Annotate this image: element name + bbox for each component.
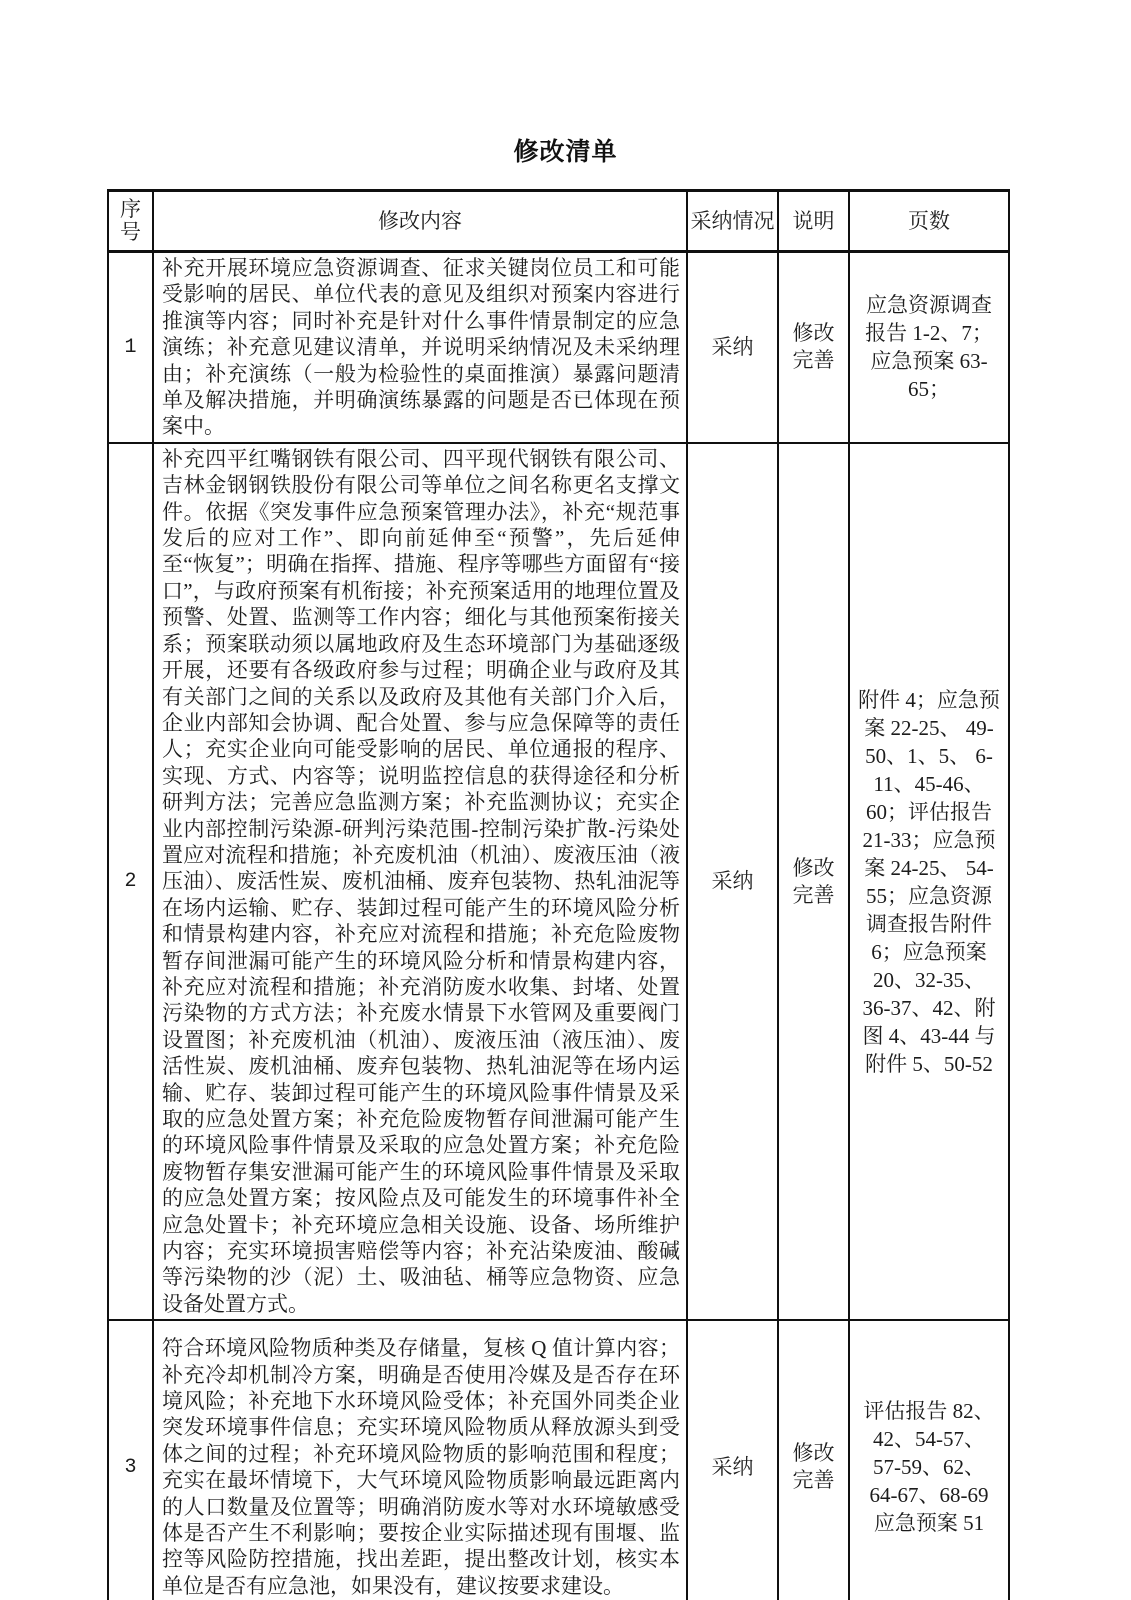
table-row <box>108 443 1009 1320</box>
row-number-cell: 2 <box>108 443 153 1320</box>
note-cell: 修改完善 <box>778 1320 849 1600</box>
header-row <box>108 191 1009 252</box>
header-row-number: 序号 <box>108 191 153 252</box>
pages-cell: 附件 4；应急预案 22-25、 49-50、1、5、 6-11、45-46、 60；评估报告 21-33；应急预案 24-25、 54-55；应急资源调查报告附件 6；应急预案 20、32-35、 36-37、42、附图 4、43-44 与附件 5、50-52 <box>849 443 1009 1320</box>
header-content: 修改内容 <box>153 191 687 252</box>
header-note: 说明 <box>778 191 849 252</box>
table-row <box>108 252 1009 443</box>
table-row <box>108 1320 1009 1600</box>
adoption-cell: 采纳 <box>687 443 778 1320</box>
adoption-cell: 采纳 <box>687 1320 778 1600</box>
adoption-cell: 采纳 <box>687 252 778 443</box>
note-cell: 修改完善 <box>778 252 849 443</box>
pages-cell: 评估报告 82、 42、54-57、 57-59、62、 64-67、68-69 应急预案 51 <box>849 1320 1009 1600</box>
header-pages: 页数 <box>849 191 1009 252</box>
document-title: 修改清单 <box>513 139 618 166</box>
content-cell: 符合环境风险物质种类及存储量，复核 Q 值计算内容；补充冷却机制冷方案，明确是否使用冷媒及是否存在环境风险；补充地下水环境风险受体；补充国外同类企业突发环境事件信息；充实环境风险物质从释放源头到受体之间的过程；补充环境风险物质的影响范围和程度；充实在最坏情境下，大气环境风险物质影响最远距离内的人口数量及位置等；明确消防废水等对水环境敏感受体是否产生不利影响；要按企业实际描述现有围堰、监控等风险防控措施，找出差距，提出整改计划，核实本单位是否有应急池，如果没有，建议按要求建设。 <box>153 1320 687 1600</box>
pages-cell: 应急资源调查报告 1-2、7；应急预案 63-65； <box>849 252 1009 443</box>
header-adoption: 采纳情况 <box>687 191 778 252</box>
content-cell: 补充开展环境应急资源调查、征求关键岗位员工和可能受影响的居民、单位代表的意见及组织对预案内容进行推演等内容；同时补充是针对什么事件情景制定的应急演练；补充意见建议清单，并说明采纳情况及未采纳理由；补充演练（一般为检验性的桌面推演）暴露问题清单及解决措施，并明确演练暴露的问题是否已体现在预案中。 <box>153 252 687 443</box>
note-cell: 修改完善 <box>778 443 849 1320</box>
row-number-cell: 1 <box>108 252 153 443</box>
revision-table <box>107 189 1010 1600</box>
content-cell: 补充四平红嘴钢铁有限公司、四平现代钢铁有限公司、吉林金钢钢铁股份有限公司等单位之间名称更名支撑文件。依据《突发事件应急预案管理办法》，补充“规范事发后的应对工作”、即向前延伸至“预警”，先后延伸至“恢复”；明确在指挥、措施、程序等哪些方面留有“接口”，与政府预案有机衔接；补充预案适用的地理位置及预警、处置、监测等工作内容；细化与其他预案衔接关系；预案联动须以属地政府及生态环境部门为基础逐级开展，还要有各级政府参与过程；明确企业与政府及其有关部门之间的关系以及政府及其他有关部门介入后，企业内部知会协调、配合处置、参与应急保障等的责任人；充实企业向可能受影响的居民、单位通报的程序、实现、方式、内容等；说明监控信息的获得途径和分析研判方法；完善应急监测方案；补充监测协议；充实企业内部控制污染源-研判污染范围-控制污染扩散-污染处置应对流程和措施；补充废机油（机油）、废液压油（液压油）、废活性炭、废机油桶、废弃包装物、热轧油泥等在场内运输、贮存、装卸过程可能产生的环境风险分析和情景构建内容，补充应对流程和措施；补充危险废物暂存间泄漏可能产生的环境风险分析和情景构建内容，补充应对流程和措施；补充消防废水收集、封堵、处置污染物的方式方法；补充废水情景下水管网及重要阀门设置图；补充废机油（机油）、废液压油（液压油）、废活性炭、废机油桶、废弃包装物、热轧油泥等在场内运输、贮存、装卸过程可能产生的环境风险事件情景及采取的应急处置方案；补充危险废物暂存间泄漏可能产生的环境风险事件情景及采取的应急处置方案；补充危险废物暂存集安泄漏可能产生的环境风险事件情景及采取的应急处置方案；按风险点及可能发生的环境事件补全应急处置卡；补充环境应急相关设施、设备、场所维护内容；充实环境损害赔偿等内容；补充沾染废油、酸碱等污染物的沙（泥）土、吸油毡、桶等应急物资、应急设备处置方式。 <box>153 443 687 1320</box>
row-number-cell: 3 <box>108 1320 153 1600</box>
